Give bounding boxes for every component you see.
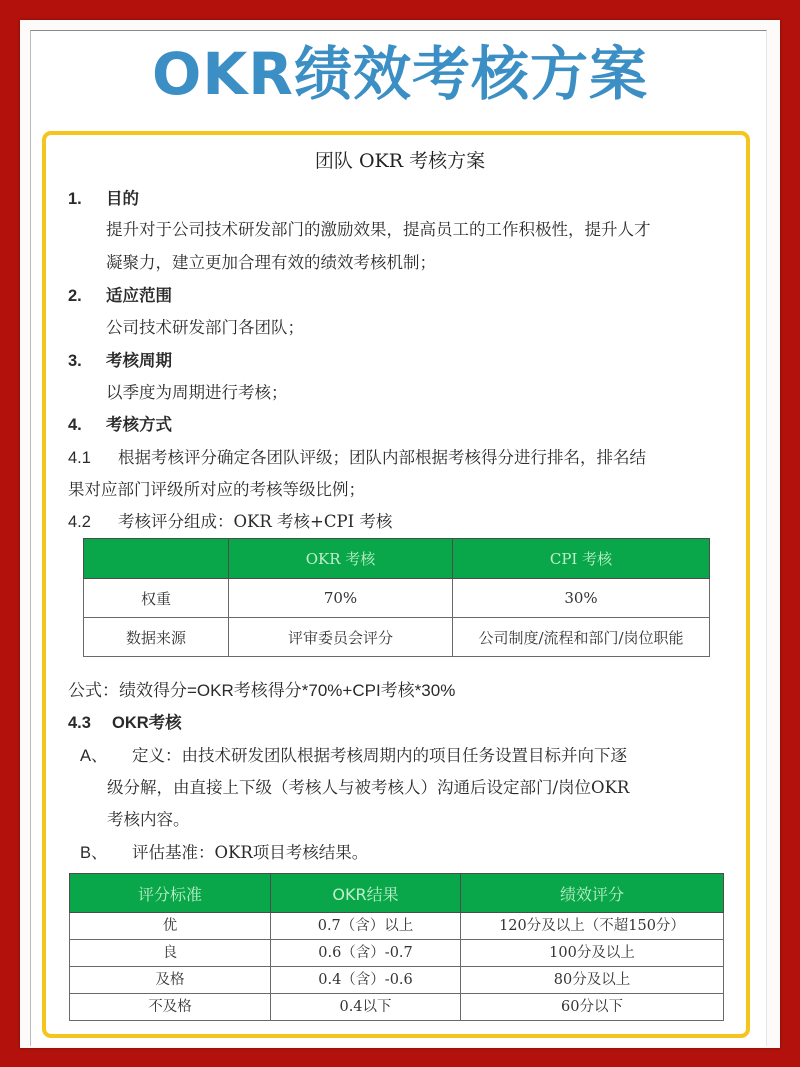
item-a-line: 考核内容。 <box>107 810 190 829</box>
section-2-heading <box>68 284 172 308</box>
table-cell: 0.6（含）-0.7 <box>271 940 461 967</box>
table-row <box>84 579 710 618</box>
table-cell: 60分以下 <box>461 994 724 1021</box>
subsection-title: OKR考核 <box>112 714 182 732</box>
table-cell: 权重 <box>84 579 229 618</box>
table-row <box>70 994 724 1021</box>
document-title: 团队 OKR 考核方案 <box>314 150 486 172</box>
subsection-4-1 <box>68 446 646 470</box>
table-row <box>70 913 724 940</box>
section-4-heading <box>68 413 172 437</box>
table-cell: 100分及以上 <box>461 940 724 967</box>
item-b <box>80 841 368 865</box>
subsection-number: 4.1 <box>68 449 91 467</box>
table-cell: 80分及以上 <box>461 967 724 994</box>
table-header-cell: 评分标准 <box>70 874 271 913</box>
table-header-row <box>84 539 710 579</box>
section-title: 目的 <box>106 189 139 208</box>
item-a <box>80 744 627 768</box>
section-number: 4. <box>68 416 82 434</box>
table-header-row <box>70 874 724 913</box>
subsection-number: 4.3 <box>68 714 91 732</box>
table-header-cell: 绩效评分 <box>461 874 724 913</box>
table-cell: 公司制度/流程和部门/岗位职能 <box>453 618 710 657</box>
formula-text: 公式：绩效得分=OKR考核得分*70%+CPI考核*30% <box>68 681 456 700</box>
item-label: B、 <box>80 844 108 862</box>
table-cell: 0.7（含）以上 <box>271 913 461 940</box>
section-1-body-line: 凝聚力，建立更加合理有效的绩效考核机制； <box>106 253 436 272</box>
item-text: 评估基准：OKR项目考核结果。 <box>132 843 369 862</box>
table-header-cell: CPI 考核 <box>453 539 710 579</box>
table-cell: 120分及以上（不超150分） <box>461 913 724 940</box>
table-cell: 及格 <box>70 967 271 994</box>
section-3-heading <box>68 349 172 373</box>
table-cell: 良 <box>70 940 271 967</box>
table-header-cell: OKR结果 <box>271 874 461 913</box>
score-composition-table <box>83 538 710 657</box>
table-cell: 0.4以下 <box>271 994 461 1021</box>
table-cell: 优 <box>70 913 271 940</box>
okr-grading-table <box>69 873 724 1021</box>
section-number: 2. <box>68 287 82 305</box>
subsection-text: 考核评分组成：OKR 考核+CPI 考核 <box>118 512 393 531</box>
table-cell: 评审委员会评分 <box>229 618 453 657</box>
subsection-4-3-heading <box>68 711 182 735</box>
table-cell: 不及格 <box>70 994 271 1021</box>
table-row <box>70 940 724 967</box>
subsection-4-2 <box>68 510 392 534</box>
table-row <box>84 618 710 657</box>
subsection-text: 根据考核评分确定各团队评级；团队内部根据考核得分进行排名，排名结 <box>118 448 646 467</box>
item-a-line: 级分解，由直接上下级（考核人与被考核人）沟通后设定部门/岗位OKR <box>107 778 630 797</box>
table-row <box>70 967 724 994</box>
subsection-4-1-line: 果对应部门评级所对应的考核等级比例； <box>68 480 365 499</box>
main-title: OKR绩效考核方案 <box>152 40 648 108</box>
section-1-body-line: 提升对于公司技术研发部门的激励效果，提高员工的工作积极性，提升人才 <box>106 220 651 239</box>
section-number: 1. <box>68 190 82 208</box>
item-text: 定义：由技术研发团队根据考核周期内的项目任务设置目标并向下逐 <box>132 746 627 765</box>
section-3-body-line: 以季度为周期进行考核； <box>106 383 288 402</box>
section-title: 考核周期 <box>106 351 172 370</box>
table-header-cell: OKR 考核 <box>229 539 453 579</box>
section-number: 3. <box>68 352 82 370</box>
section-title: 考核方式 <box>106 415 172 434</box>
table-cell: 0.4（含）-0.6 <box>271 967 461 994</box>
section-2-body-line: 公司技术研发部门各团队； <box>106 318 304 337</box>
table-cell: 数据来源 <box>84 618 229 657</box>
item-label: A、 <box>80 747 108 765</box>
section-1-heading <box>68 187 139 211</box>
table-cell: 70% <box>229 579 453 618</box>
table-header-cell <box>84 539 229 579</box>
section-title: 适应范围 <box>106 286 172 305</box>
table-cell: 30% <box>453 579 710 618</box>
subsection-number: 4.2 <box>68 513 91 531</box>
